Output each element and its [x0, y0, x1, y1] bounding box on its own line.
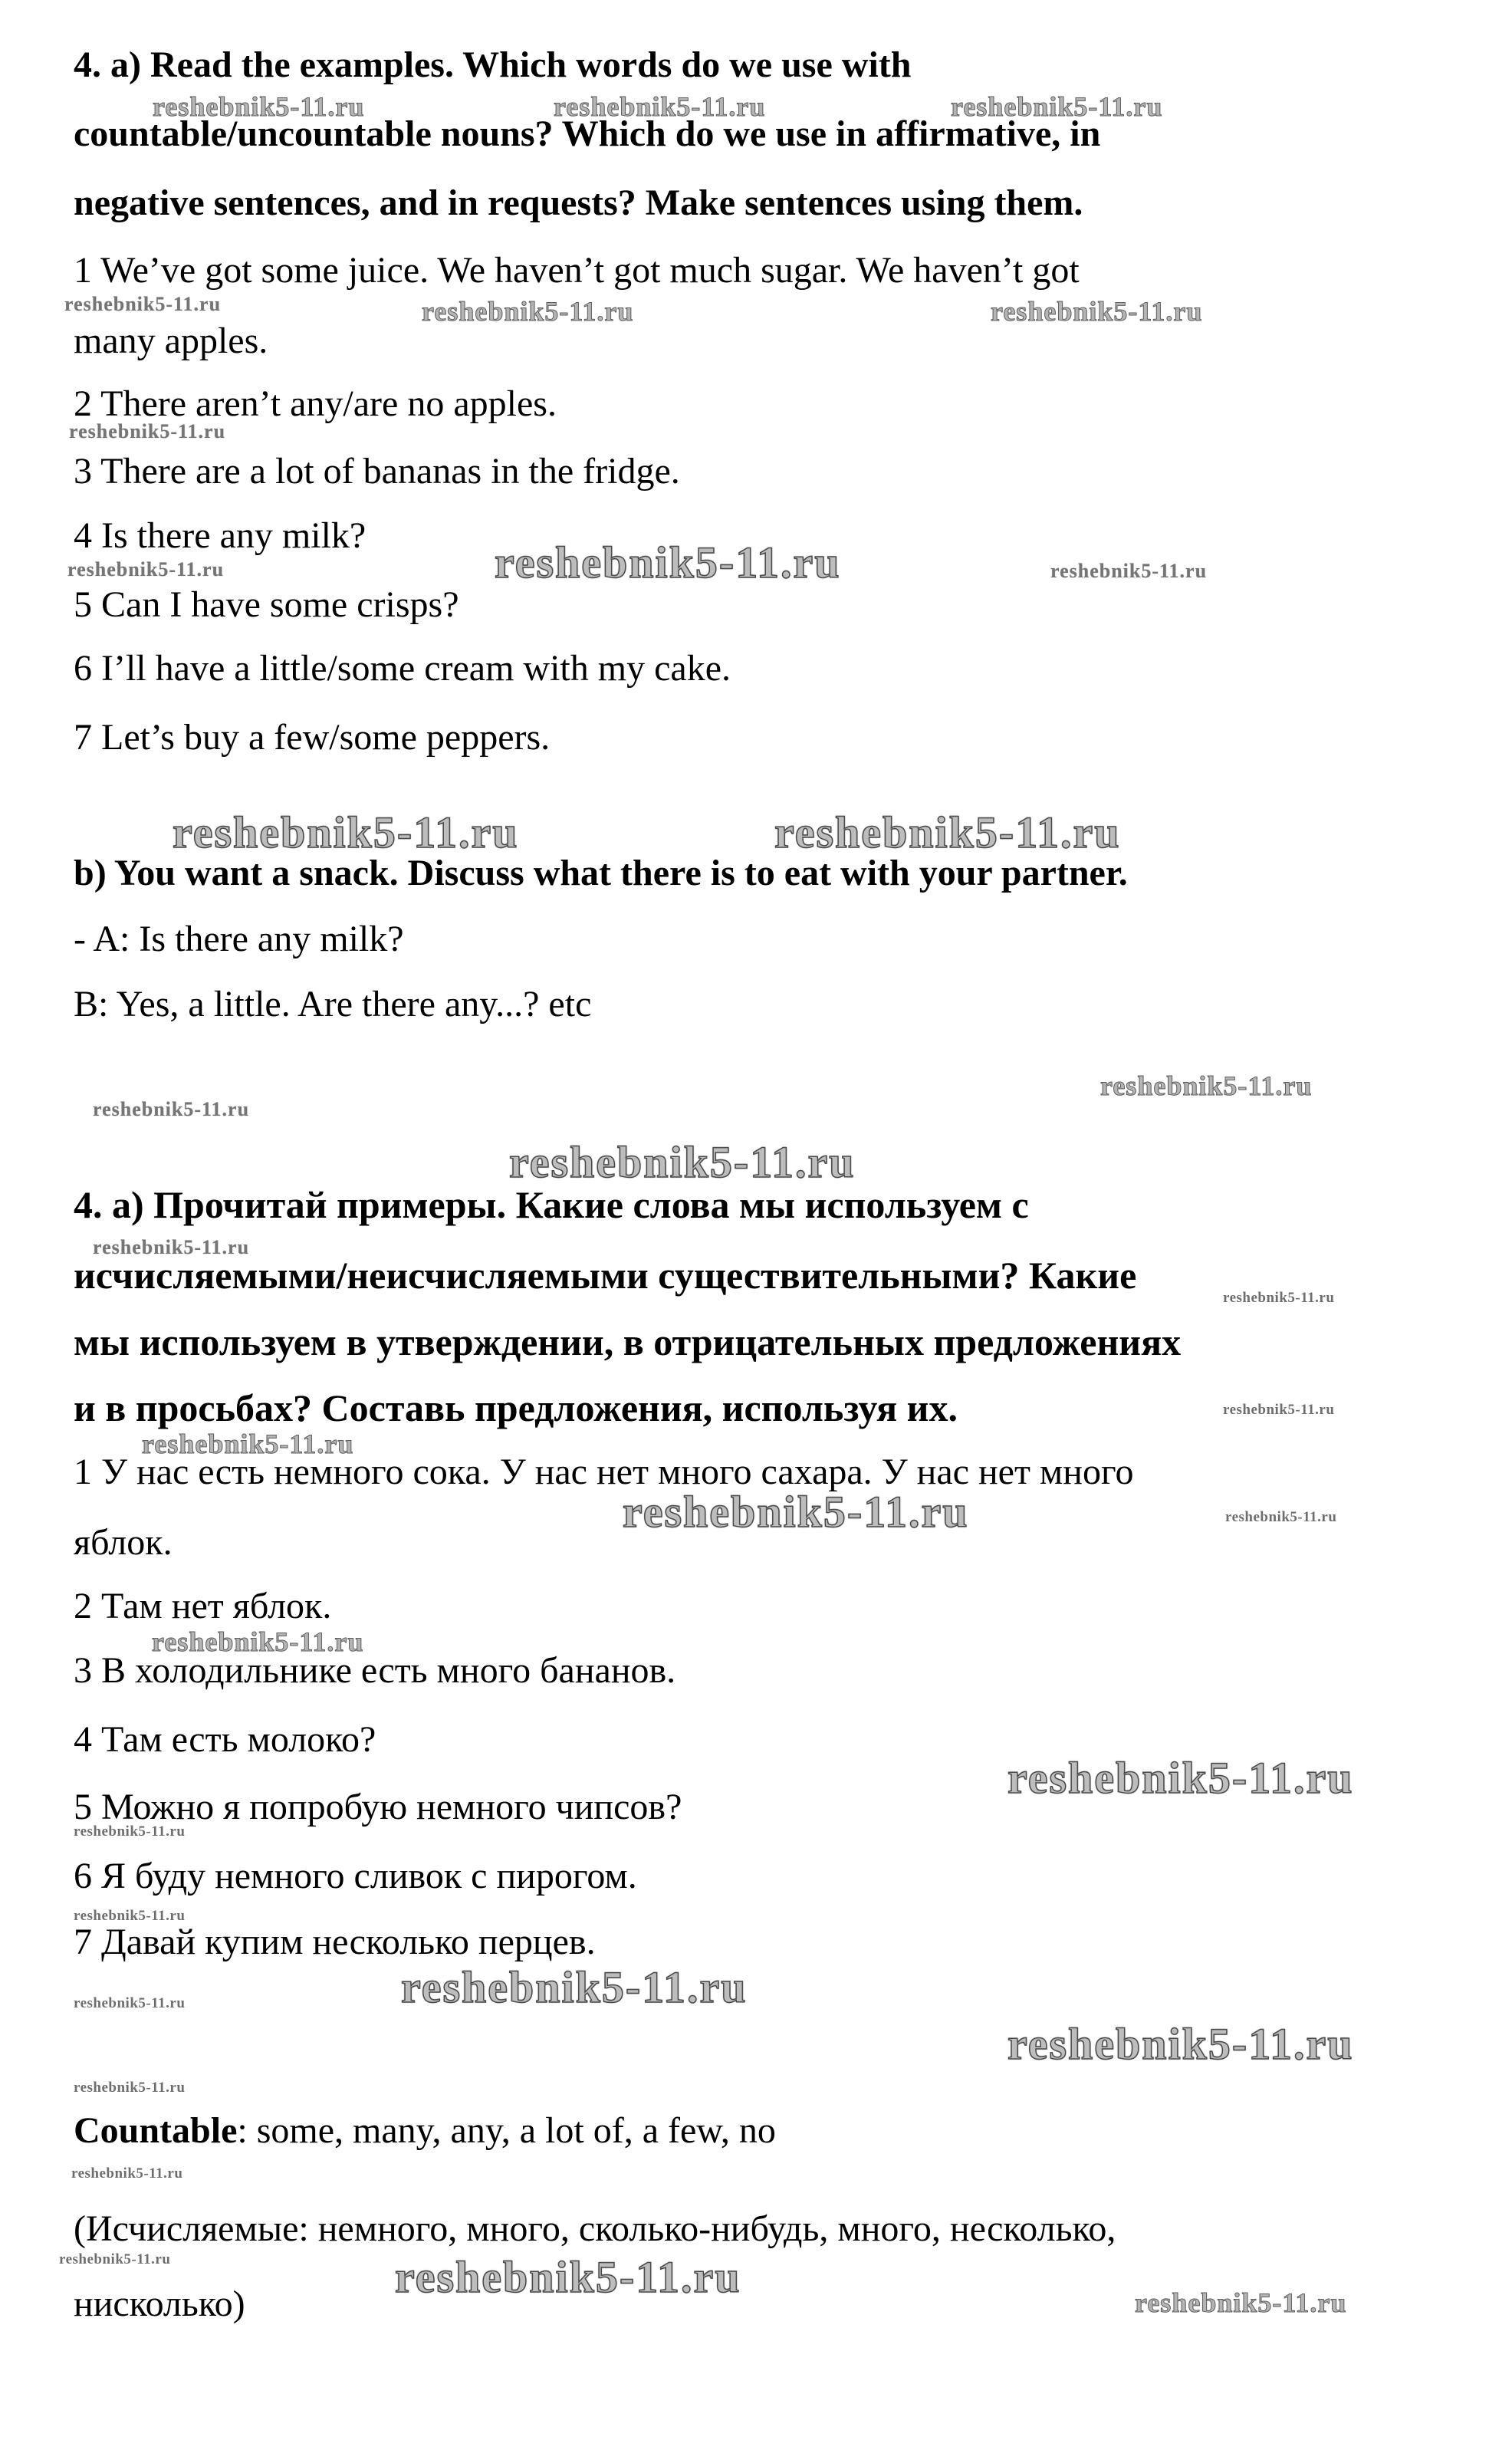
watermark: reshebnik5-11.ru [1007, 2019, 1354, 2069]
watermark: reshebnik5-11.ru [991, 296, 1203, 327]
en-task-title-line-3: negative sentences, and in requests? Make sentences using them. [74, 182, 1083, 223]
ru-example-3: 3 В холодильнике есть много бананов. [74, 1650, 676, 1691]
watermark: reshebnik5-11.ru [1007, 1753, 1354, 1803]
watermark: reshebnik5-11.ru [774, 807, 1121, 857]
ru-example-6: 6 Я буду немного сливок с пирогом. [74, 1856, 637, 1896]
watermark: reshebnik5-11.ru [93, 1098, 250, 1120]
watermark: reshebnik5-11.ru [152, 1626, 364, 1657]
en-dialogue-a: - A: Is there any milk? [74, 919, 404, 959]
ru-example-7: 7 Давай купим несколько перцев. [74, 1922, 596, 1962]
en-dialogue-b: B: Yes, a little. Are there any...? etc [74, 984, 592, 1024]
countable-translation-line-2: нисколько) [74, 2284, 245, 2324]
watermark: reshebnik5-11.ru [951, 91, 1163, 122]
en-example-4: 4 Is there any milk? [74, 515, 366, 556]
countable-translation-line-1: (Исчисляемые: немного, много, сколько-нибудь, много, несколько, [74, 2208, 1116, 2249]
ru-example-1b: яблок. [74, 1522, 173, 1563]
watermark: reshebnik5-11.ru [69, 420, 226, 442]
ru-task-title-line-3: мы используем в утверждении, в отрицательных предложениях [74, 1320, 1182, 1363]
watermark: reshebnik5-11.ru [173, 807, 519, 857]
watermark: reshebnik5-11.ru [74, 1823, 186, 1840]
watermark: reshebnik5-11.ru [554, 91, 766, 122]
watermark: reshebnik5-11.ru [59, 2251, 171, 2267]
watermark: reshebnik5-11.ru [142, 1429, 354, 1459]
ru-task-title-line-1: 4. а) Прочитай примеры. Какие слова мы используем с [74, 1183, 1029, 1226]
watermark: reshebnik5-11.ru [1223, 1402, 1335, 1418]
countable-label: Countable [74, 2110, 238, 2151]
watermark: reshebnik5-11.ru [74, 2080, 186, 2096]
ru-task-title-line-2: исчисляемыми/неисчисляемыми существительными? Какие [74, 1254, 1137, 1297]
ru-example-1a: 1 У нас есть немного сока. У нас нет много сахара. У нас нет много [74, 1452, 1134, 1492]
watermark: reshebnik5-11.ru [64, 293, 222, 315]
watermark: reshebnik5-11.ru [1050, 560, 1208, 582]
watermark: reshebnik5-11.ru [1100, 1070, 1313, 1101]
watermark: reshebnik5-11.ru [495, 538, 841, 587]
ru-example-2: 2 Там нет яблок. [74, 1586, 332, 1626]
watermark: reshebnik5-11.ru [401, 1962, 748, 2012]
watermark: reshebnik5-11.ru [509, 1137, 856, 1187]
en-part-b-title: b) You want a snack. Discuss what there is to eat with your partner. [74, 853, 1128, 893]
watermark: reshebnik5-11.ru [71, 2165, 183, 2182]
watermark: reshebnik5-11.ru [1135, 2287, 1347, 2318]
en-example-3: 3 There are a lot of bananas in the fridge. [74, 451, 680, 492]
en-example-1a: 1 We’ve got some juice. We haven’t got much sugar. We haven’t got [74, 250, 1080, 291]
watermark: reshebnik5-11.ru [395, 2252, 741, 2302]
en-task-title-line-2: countable/uncountable nouns? Which do we use in affirmative, in [74, 113, 1101, 154]
en-example-6: 6 I’ll have a little/some cream with my cake. [74, 648, 731, 689]
en-example-1b: many apples. [74, 321, 268, 361]
watermark: reshebnik5-11.ru [422, 296, 634, 327]
watermark: reshebnik5-11.ru [623, 1487, 969, 1537]
watermark: reshebnik5-11.ru [1225, 1509, 1337, 1525]
watermark: reshebnik5-11.ru [153, 91, 365, 122]
ru-example-4: 4 Там есть молоко? [74, 1719, 376, 1760]
watermark: reshebnik5-11.ru [74, 1908, 186, 1924]
en-task-title-line-1: 4. a) Read the examples. Which words do we use with [74, 44, 912, 85]
watermark: reshebnik5-11.ru [1223, 1290, 1335, 1306]
en-example-7: 7 Let’s buy a few/some peppers. [74, 717, 551, 758]
watermark: reshebnik5-11.ru [93, 1236, 250, 1258]
watermark: reshebnik5-11.ru [67, 558, 225, 580]
en-example-5: 5 Can I have some crisps? [74, 584, 459, 625]
ru-task-title-line-4: и в просьбах? Составь предложения, используя их. [74, 1386, 958, 1429]
countable-summary-line [74, 2110, 776, 2152]
ru-example-5: 5 Можно я попробую немного чипсов? [74, 1787, 682, 1827]
watermark: reshebnik5-11.ru [74, 1995, 186, 2011]
countable-items: : some, many, any, a lot of, a few, no [237, 2110, 776, 2151]
en-example-2: 2 There aren’t any/are no apples. [74, 383, 557, 424]
